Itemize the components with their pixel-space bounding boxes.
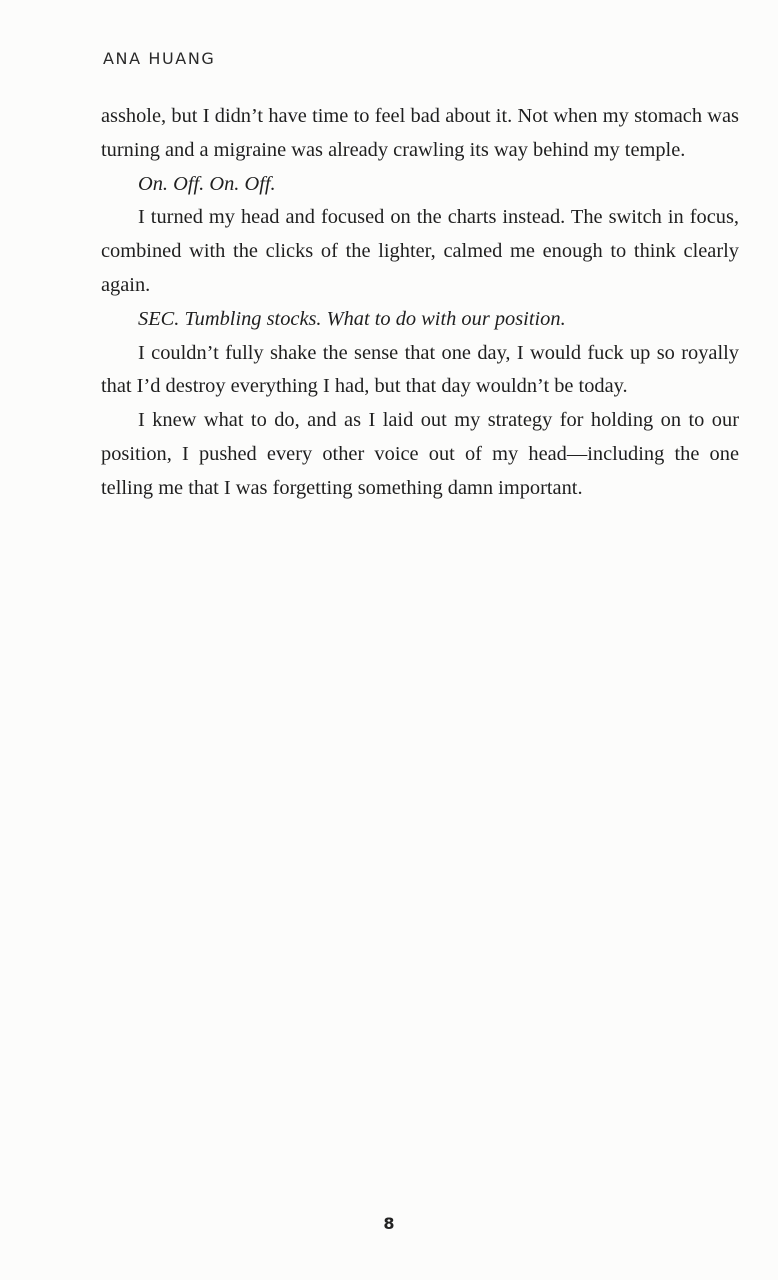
paragraph: I couldn’t fully shake the sense that one day, I would fuck up so royally that I’d destroy everything I had, but that day wouldn’t be today. <box>101 341 739 398</box>
running-head-author: ANA HUANG <box>103 49 216 68</box>
paragraph: I knew what to do, and as I laid out my strategy for holding on to our position, I pushed every other voice out of my head—including the one telling me that I was forgetting something damn important. <box>101 409 739 499</box>
paragraph-italic-thought: On. Off. On. Off. <box>138 172 276 195</box>
paragraph: I turned my head and focused on the charts instead. The switch in focus, combined with the clicks of the lighter, calmed me enough to think clearly again. <box>101 206 739 296</box>
body-text <box>101 100 739 506</box>
paragraph-continuation: asshole, but I didn’t have time to feel bad about it. Not when my stomach was turning and a migraine was already crawling its way behind my temple. <box>101 105 739 161</box>
paragraph-italic-thought: SEC. Tumbling stocks. What to do with our position. <box>138 307 566 330</box>
page-number: 8 <box>383 1214 395 1233</box>
